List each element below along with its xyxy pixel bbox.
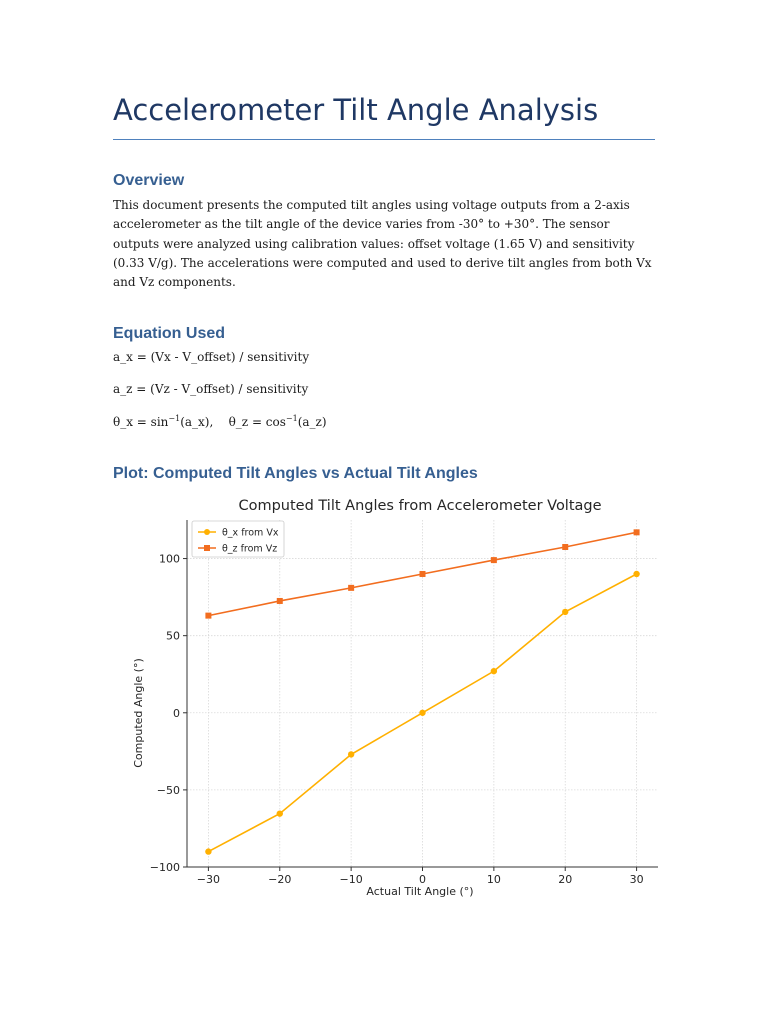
data-point-theta-x	[419, 710, 425, 716]
x-tick-label: 0	[419, 873, 426, 886]
equation-theta-x-exp: −1	[168, 414, 181, 423]
y-tick-label: 0	[173, 706, 180, 720]
x-tick-label: 30	[629, 873, 644, 886]
equation-theta-z-lhs: θ_z = cos	[228, 415, 286, 429]
x-tick-label: −30	[196, 873, 221, 886]
x-tick-label: 20	[558, 873, 573, 886]
equation-thetas	[113, 414, 327, 429]
y-tick-label: −50	[156, 783, 180, 797]
data-point-theta-x	[491, 668, 497, 674]
data-point-theta-x	[277, 810, 283, 816]
data-point-theta-x	[348, 751, 354, 757]
equation-az: a_z = (Vz - V_offset) / sensitivity	[113, 382, 309, 396]
chart-container	[117, 489, 667, 909]
equation-theta-z-exp: −1	[285, 414, 298, 423]
legend-marker-circle	[204, 529, 210, 535]
legend-marker-square	[204, 545, 210, 551]
data-point-theta-z	[205, 613, 211, 619]
chart-legend	[192, 521, 284, 557]
overview-heading: Overview	[113, 172, 185, 189]
y-axis-label: Computed Angle (°)	[132, 658, 145, 768]
x-tick-label: −10	[339, 873, 363, 886]
document-title: Accelerometer Tilt Angle Analysis	[113, 93, 599, 127]
equation-ax: a_x = (Vx - V_offset) / sensitivity	[113, 350, 310, 364]
plot-heading: Plot: Computed Tilt Angles vs Actual Tilt Angles	[113, 465, 478, 482]
data-point-theta-x	[205, 848, 211, 854]
data-point-theta-z	[491, 557, 497, 563]
x-tick-label: 10	[486, 873, 501, 886]
tilt-angle-chart	[117, 489, 667, 909]
equation-heading: Equation Used	[113, 325, 226, 342]
chart-title: Computed Tilt Angles from Accelerometer Voltage	[238, 498, 602, 514]
x-axis-label: Actual Tilt Angle (°)	[366, 885, 474, 898]
chart-ticks	[150, 553, 644, 886]
title-divider	[113, 139, 655, 140]
equation-theta-z-arg: (a_z)	[297, 415, 327, 429]
data-point-theta-z	[277, 598, 283, 604]
data-point-theta-x	[562, 609, 568, 615]
y-tick-label: 100	[159, 552, 180, 566]
legend-label: θ_z from Vz	[222, 543, 278, 555]
data-point-theta-z	[420, 571, 426, 577]
data-point-theta-x	[633, 571, 639, 577]
data-point-theta-z	[634, 529, 640, 535]
data-point-theta-z	[562, 544, 568, 550]
y-tick-label: 50	[166, 629, 180, 643]
equation-theta-x-lhs: θ_x = sin	[113, 415, 169, 429]
legend-label: θ_x from Vx	[222, 527, 279, 539]
overview-paragraph: This document presents the computed tilt angles using voltage outputs from a 2-axis accelerometer as the tilt angle of the device varies from -30° to +30°. The sensor outputs were analyzed using calibration values: offset voltage (1.65 V) and sensitivity (0.33 V/g). The accelerations were computed and used to derive tilt angles from both Vx and Vz components.	[113, 198, 652, 290]
y-tick-label: −100	[149, 861, 180, 874]
equation-theta-x-arg: (a_x),	[180, 415, 214, 429]
x-tick-label: −20	[268, 873, 292, 886]
data-point-theta-z	[348, 585, 354, 591]
